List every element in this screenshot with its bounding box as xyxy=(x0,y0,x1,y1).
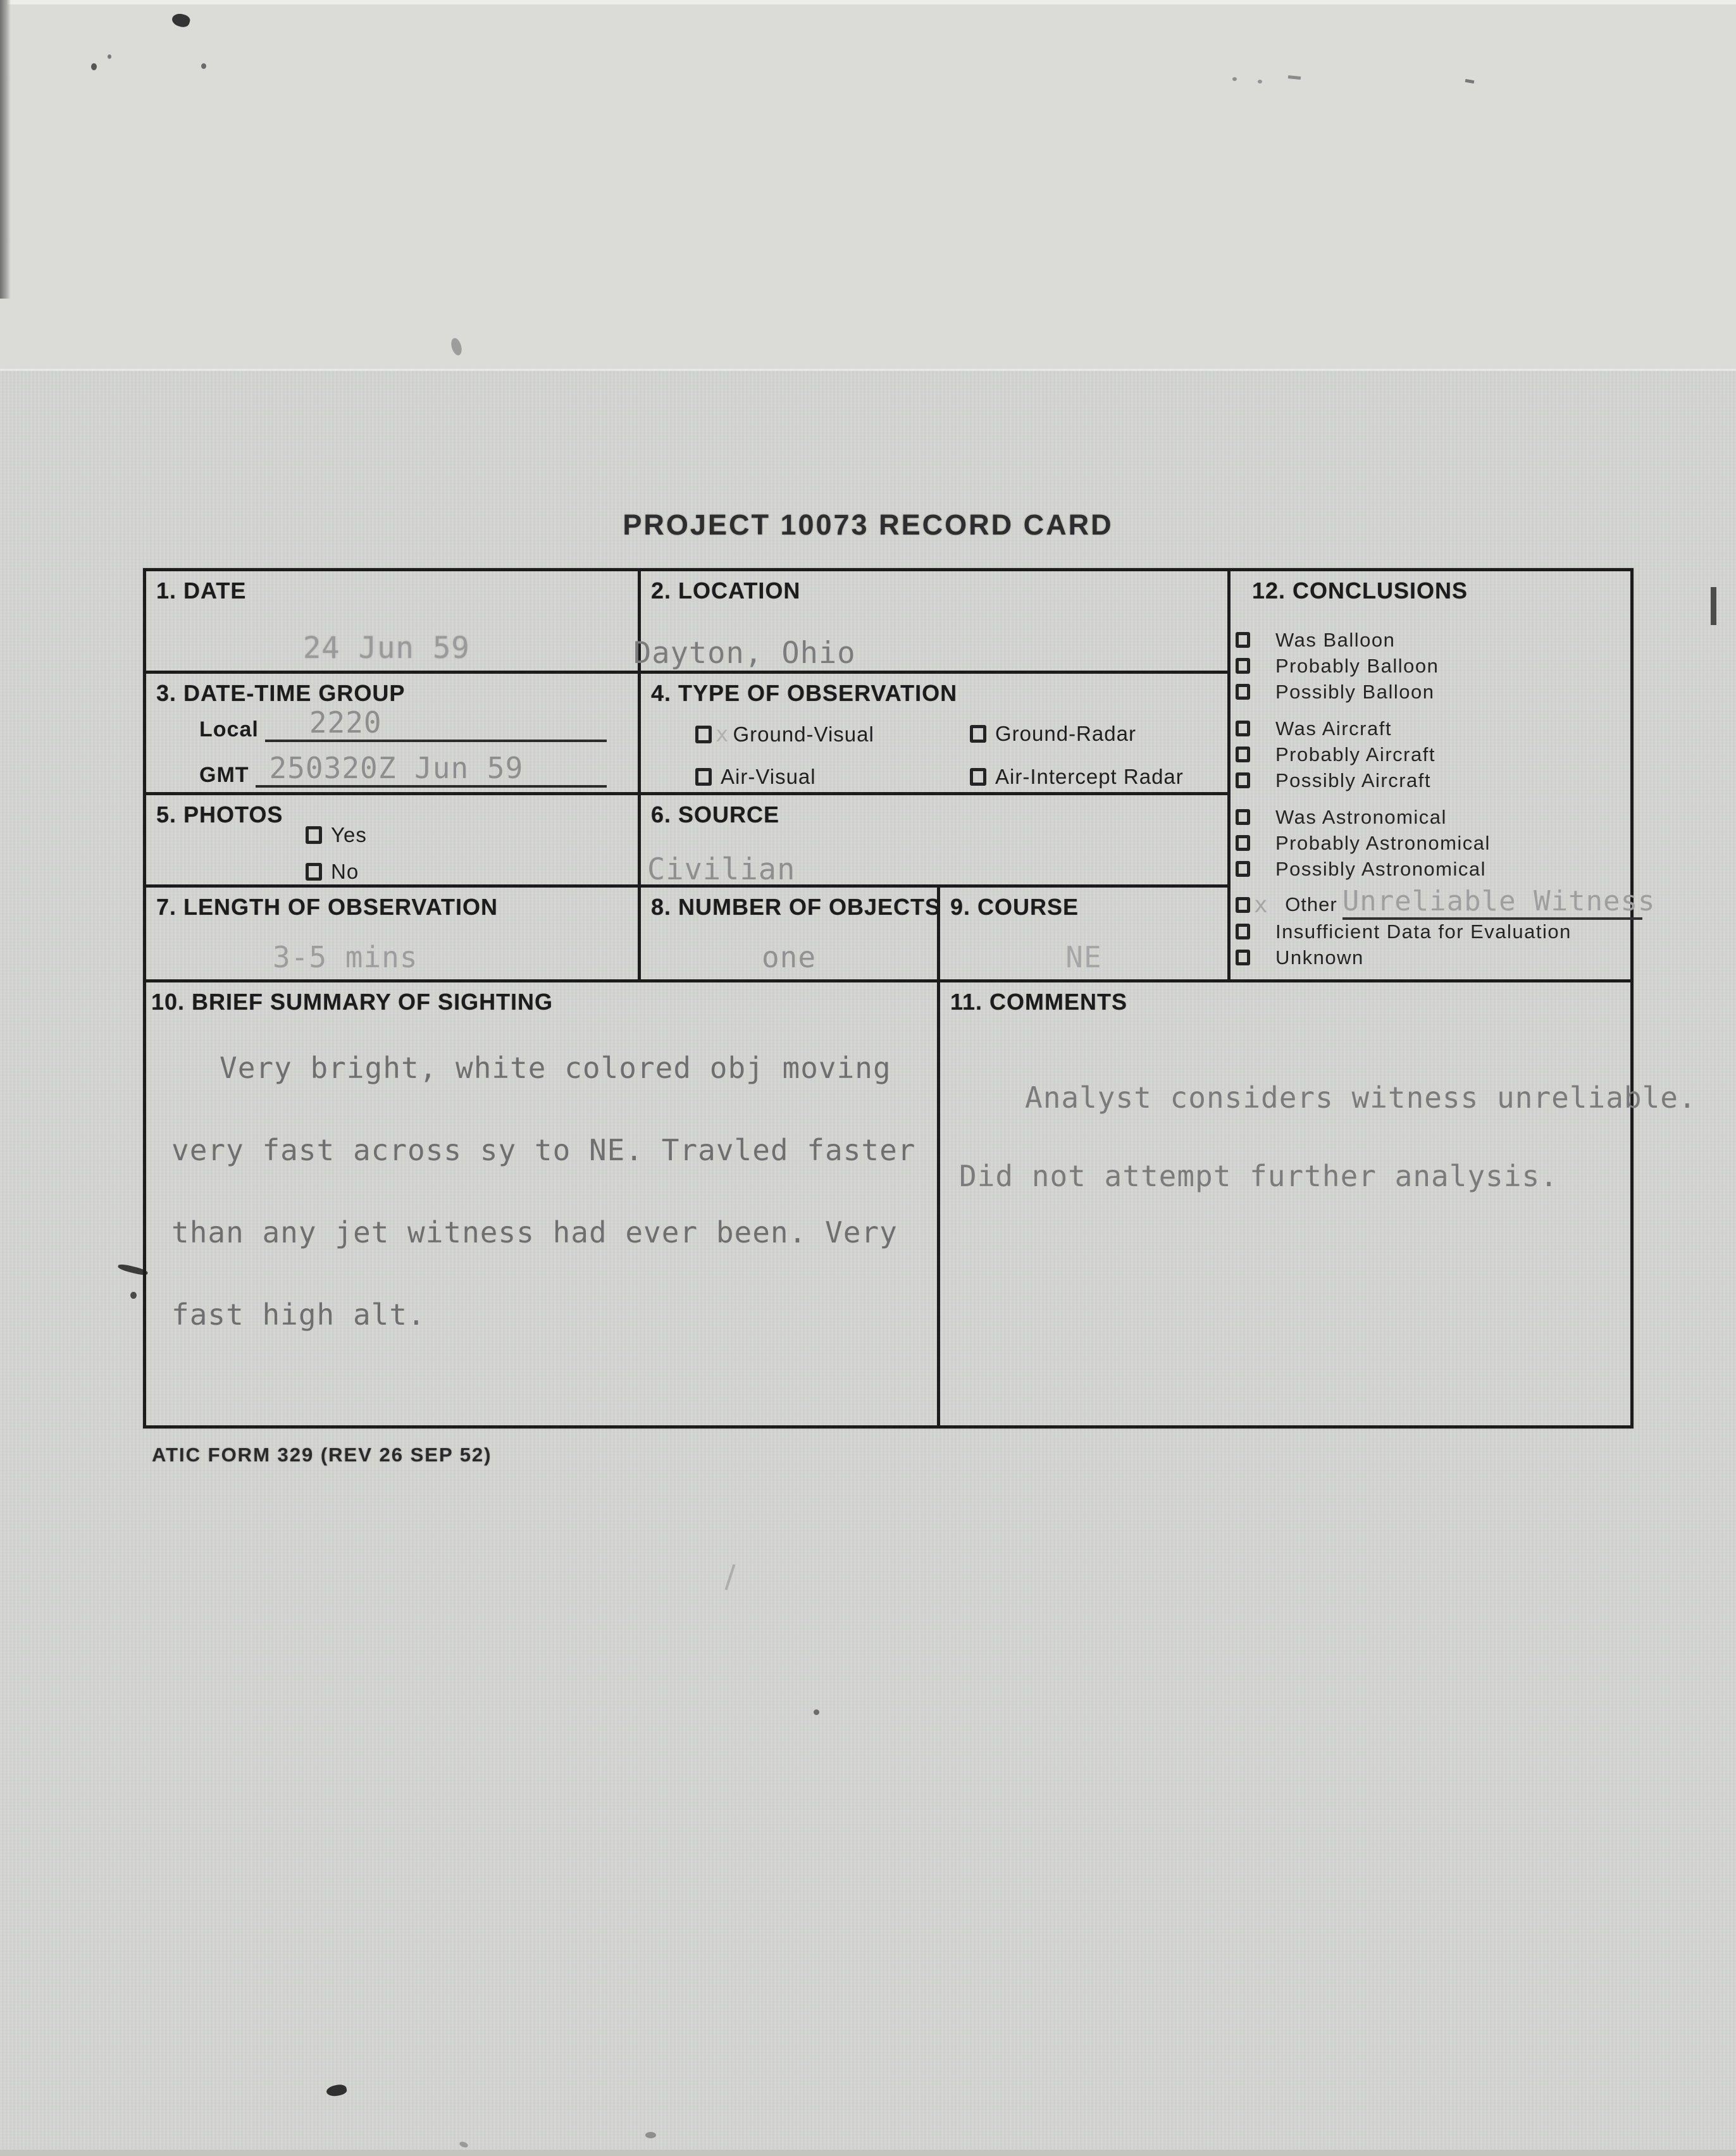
conclusion-label: Was Balloon xyxy=(1275,628,1396,651)
other-value: Unreliable Witness xyxy=(1342,885,1656,917)
conclusion-label: Was Aircraft xyxy=(1275,717,1392,740)
comments-label: 11. COMMENTS xyxy=(950,989,1128,1015)
scan-artifact xyxy=(1258,80,1262,84)
brief-summary-text xyxy=(171,1027,915,1356)
option-label: No xyxy=(331,860,359,883)
option-ground-radar xyxy=(970,722,1136,746)
option-air-intercept-radar xyxy=(970,765,1184,789)
course-label: 9. COURSE xyxy=(950,894,1079,920)
option-air-visual xyxy=(695,765,816,789)
type-of-observation-label: 4. TYPE OF OBSERVATION xyxy=(651,680,958,706)
scan-artifact xyxy=(814,1709,819,1715)
group-gap xyxy=(1236,793,1656,804)
location-label: 2. LOCATION xyxy=(651,578,801,604)
cell-length-of-observation xyxy=(146,888,641,979)
row-length-number-course xyxy=(146,888,1227,979)
other-underline xyxy=(1342,885,1656,920)
row-dtg-type xyxy=(146,674,1227,795)
record-card xyxy=(143,568,1697,1428)
checkbox-icon xyxy=(1236,950,1250,965)
conclusion-label: Was Astronomical xyxy=(1275,805,1447,828)
checkbox-icon xyxy=(1236,897,1250,913)
local-time-row xyxy=(199,705,607,742)
conclusions-list xyxy=(1236,627,1656,970)
row-photos-source xyxy=(146,795,1227,888)
scan-artifact xyxy=(459,2141,469,2148)
conclusion-was-balloon xyxy=(1236,627,1656,653)
scan-artifact xyxy=(1711,587,1716,625)
group-gap xyxy=(1236,705,1656,716)
cell-location xyxy=(633,571,1227,671)
conclusion-probably-balloon xyxy=(1236,653,1656,679)
date-value: 24 Jun 59 xyxy=(303,631,470,666)
cell-source xyxy=(641,795,1227,887)
checkbox-icon xyxy=(1236,658,1250,674)
gmt-time-value: 250320Z Jun 59 xyxy=(269,751,524,785)
summary-line: Very bright, white colored obj moving xyxy=(220,1051,891,1085)
local-label: Local xyxy=(199,717,259,741)
checkbox-icon xyxy=(1236,747,1250,762)
checkbox-icon xyxy=(1236,924,1250,939)
conclusion-label: Possibly Astronomical xyxy=(1275,857,1487,880)
number-of-objects-label: 8. NUMBER OF OBJECTS xyxy=(651,894,941,920)
conclusion-probably-aircraft xyxy=(1236,741,1656,767)
scan-edge-bottom xyxy=(0,2150,1736,2156)
conclusion-probably-astronomical xyxy=(1236,830,1656,856)
scan-artifact xyxy=(108,54,111,59)
form-number: ATIC FORM 329 (REV 26 SEP 52) xyxy=(152,1444,492,1466)
date-time-group-label: 3. DATE-TIME GROUP xyxy=(156,680,406,706)
location-value: Dayton, Ohio xyxy=(633,636,856,671)
card-top-section xyxy=(146,571,1656,979)
checkbox-icon xyxy=(1236,861,1250,877)
conclusion-possibly-astronomical xyxy=(1236,856,1656,882)
checkbox-icon xyxy=(1236,835,1250,851)
conclusion-label: Other xyxy=(1285,893,1337,915)
cell-course xyxy=(940,888,1227,979)
conclusion-label: Probably Aircraft xyxy=(1275,743,1435,765)
conclusions-label: 12. CONCLUSIONS xyxy=(1252,578,1468,604)
typed-x-mark: x xyxy=(1254,891,1269,918)
cell-number-of-objects xyxy=(641,888,940,979)
conclusion-possibly-aircraft xyxy=(1236,767,1656,793)
gmt-underline xyxy=(256,751,607,788)
option-label: Yes xyxy=(331,823,367,846)
checkbox-icon xyxy=(306,863,322,881)
cell-conclusions xyxy=(1231,571,1656,979)
comments-line: Did not attempt further analysis. xyxy=(959,1159,1558,1193)
option-label: Ground-Radar xyxy=(995,722,1136,745)
option-photos-yes xyxy=(306,823,367,847)
checkbox-icon xyxy=(1236,772,1250,788)
option-photos-no xyxy=(306,860,359,884)
conclusion-insufficient-data xyxy=(1236,919,1656,945)
photos-label: 5. PHOTOS xyxy=(156,802,283,827)
gmt-time-row xyxy=(199,751,607,788)
checkbox-icon xyxy=(970,768,986,786)
conclusion-unknown xyxy=(1236,945,1656,970)
summary-line: than any jet witness had ever been. Very xyxy=(171,1215,898,1249)
checkbox-icon xyxy=(1236,721,1250,736)
scan-edge-top xyxy=(0,0,1736,4)
option-label: Ground-Visual xyxy=(733,722,874,746)
conclusion-was-aircraft xyxy=(1236,716,1656,741)
source-label: 6. SOURCE xyxy=(651,802,780,827)
length-of-observation-value: 3-5 mins xyxy=(273,940,418,974)
number-of-objects-value: one xyxy=(761,940,817,974)
cell-comments xyxy=(940,982,1697,1425)
conclusion-label: Possibly Balloon xyxy=(1275,680,1435,703)
checkbox-icon xyxy=(970,725,986,743)
scan-edge-left xyxy=(0,0,11,299)
gmt-label: GMT xyxy=(199,763,249,787)
cell-date xyxy=(146,571,641,671)
scan-artifact xyxy=(1232,77,1237,81)
option-ground-visual xyxy=(695,722,874,747)
scan-light-band xyxy=(0,0,1736,369)
scan-artifact xyxy=(91,63,97,70)
scan-artifact xyxy=(725,1564,736,1590)
checkbox-icon xyxy=(1236,632,1250,648)
page-title: PROJECT 10073 RECORD CARD xyxy=(623,509,1113,541)
conclusion-other xyxy=(1236,885,1656,919)
scan-fold-line xyxy=(0,369,1736,371)
cell-brief-summary xyxy=(146,982,940,1425)
scan-artifact xyxy=(326,2083,348,2098)
comments-line: Analyst considers witness unreliable. xyxy=(1025,1081,1697,1115)
checkbox-icon xyxy=(695,768,712,786)
checkbox-icon xyxy=(306,826,322,844)
checkbox-icon xyxy=(695,726,712,743)
row-date-location xyxy=(146,571,1227,674)
conclusion-label: Probably Astronomical xyxy=(1275,831,1491,854)
length-of-observation-label: 7. LENGTH OF OBSERVATION xyxy=(156,894,499,920)
conclusion-label: Insufficient Data for Evaluation xyxy=(1275,920,1572,943)
scan-artifact xyxy=(645,2132,656,2138)
summary-line: fast high alt. xyxy=(171,1298,426,1332)
cell-photos xyxy=(146,795,641,884)
conclusion-possibly-balloon xyxy=(1236,679,1656,705)
local-time-value: 2220 xyxy=(309,705,382,740)
option-label: Air-Visual xyxy=(721,765,816,788)
option-label: Air-Intercept Radar xyxy=(995,765,1184,788)
source-value: Civilian xyxy=(647,852,796,887)
brief-summary-label: 10. BRIEF SUMMARY OF SIGHTING xyxy=(151,989,554,1015)
typed-x-mark: x xyxy=(716,722,729,747)
local-underline xyxy=(265,705,607,742)
cell-type-of-observation xyxy=(641,674,1227,792)
course-value: NE xyxy=(1065,940,1102,974)
card-left-columns xyxy=(146,571,1231,979)
summary-line: very fast across sy to NE. Travled faster xyxy=(171,1133,916,1167)
scan-artifact xyxy=(201,63,206,69)
comments-text xyxy=(959,1058,1697,1215)
date-label: 1. DATE xyxy=(156,578,247,604)
cell-date-time-group xyxy=(146,674,641,792)
checkbox-icon xyxy=(1236,684,1250,700)
card-bottom-section xyxy=(146,979,1697,1425)
conclusion-label: Unknown xyxy=(1275,946,1364,969)
conclusion-label: Probably Balloon xyxy=(1275,654,1439,677)
scan-artifact xyxy=(130,1292,137,1299)
conclusion-was-astronomical xyxy=(1236,804,1656,830)
conclusion-label: Possibly Aircraft xyxy=(1275,769,1432,791)
checkbox-icon xyxy=(1236,809,1250,825)
